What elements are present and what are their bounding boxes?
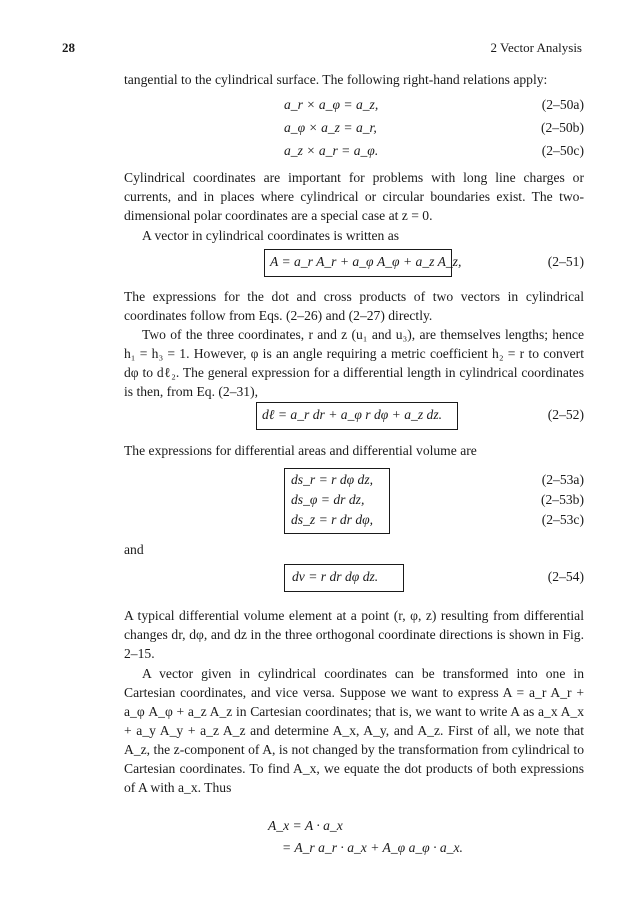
vector-paragraph: A vector in cylindrical coordinates is written as bbox=[142, 228, 400, 243]
equation-number: (2–50a) bbox=[541, 97, 584, 112]
equation-number-2-53b: (2–53b) bbox=[540, 492, 584, 507]
cylindrical-paragraph: Cylindrical coordinates are important for problems with long line charges or currents, and in places where cylindrical or circular boundaries exist. The two-dimensional polar coordinates are a special case at z = 0. bbox=[124, 170, 584, 223]
dot-cross-paragraph: The expressions for the dot and cross products of two vectors in cylindrical coordinates follow from Eqs. (2–26) and (2–27) directly. bbox=[124, 289, 584, 323]
equation-number: (2–50b) bbox=[540, 120, 584, 135]
and-word: and bbox=[124, 542, 144, 557]
equation-2-50a bbox=[124, 97, 584, 117]
equation-number-2-52: (2–52) bbox=[547, 407, 584, 422]
equation-2-51: A = a_r A_r + a_φ A_φ + a_z A_z, bbox=[270, 254, 462, 269]
areas-paragraph: The expressions for differential areas and differential volume are bbox=[124, 443, 477, 458]
equation-number-2-54: (2–54) bbox=[547, 569, 584, 584]
final-equation-line-2: = A_r a_r · a_x + A_φ a_φ · a_x. bbox=[282, 840, 463, 855]
equation-expression: a_φ × a_z = a_r, bbox=[284, 120, 377, 135]
equation-2-53c: ds_z = r dr dφ, bbox=[291, 512, 374, 527]
equation-2-50b bbox=[124, 120, 584, 140]
equation-2-53b: ds_φ = dr dz, bbox=[291, 492, 365, 507]
equation-expression: a_z × a_r = a_φ. bbox=[284, 143, 379, 158]
equation-2-50c bbox=[124, 143, 584, 163]
equation-2-52: dℓ = a_r dr + a_φ r dφ + a_z dz. bbox=[262, 407, 443, 422]
final-equation-line-1: A_x = A · a_x bbox=[268, 818, 343, 833]
transform-paragraph: A vector given in cylindrical coordinates can be transformed into one in Cartesian coordinates, and vice versa. Suppose we want to express A = a_r A_r + a_φ A_φ + a_z A_z in Cartesian coordinates; that is, we want to write A as a_x A_x + a_y A_y + a_z A_z and determine A_x, A_y, and A_z. First of all, we note that A_z, the z-component of A, is not changed by the transformation from cylindrical to Cartesian coordinates. To find A_x, we equate the dot products of both expressions of A with a_x. Thus bbox=[124, 666, 584, 795]
volume-element-paragraph: A typical differential volume element at a point (r, φ, z) resulting from differential changes dr, dφ, and dz in the three orthogonal coordinate directions is shown in Fig. 2–15. bbox=[124, 608, 584, 661]
equation-number-2-51: (2–51) bbox=[547, 254, 584, 269]
page-header bbox=[62, 40, 582, 58]
equation-2-54: dv = r dr dφ dz. bbox=[292, 569, 379, 584]
equation-number: (2–50c) bbox=[541, 143, 584, 158]
equation-number-2-53a: (2–53a) bbox=[541, 472, 584, 487]
running-title: 2 Vector Analysis bbox=[490, 40, 582, 55]
intro-paragraph: tangential to the cylindrical surface. The following right-hand relations apply: bbox=[124, 72, 548, 87]
equation-number-2-53c: (2–53c) bbox=[541, 512, 584, 527]
page-number: 28 bbox=[62, 40, 75, 55]
equation-expression: a_r × a_φ = a_z, bbox=[284, 97, 379, 112]
metric-paragraph: Two of the three coordinates, r and z (u₁ and u₃), are themselves lengths; hence h₁ = h₃ = 1. However, φ is an angle requiring a metric coefficient h₂ = r to convert dφ to dℓ₂. The general expression for a differential length in cylindrical coordinates is then, from Eq. (2–31), bbox=[124, 327, 584, 399]
equation-2-53a: ds_r = r dφ dz, bbox=[291, 472, 374, 487]
